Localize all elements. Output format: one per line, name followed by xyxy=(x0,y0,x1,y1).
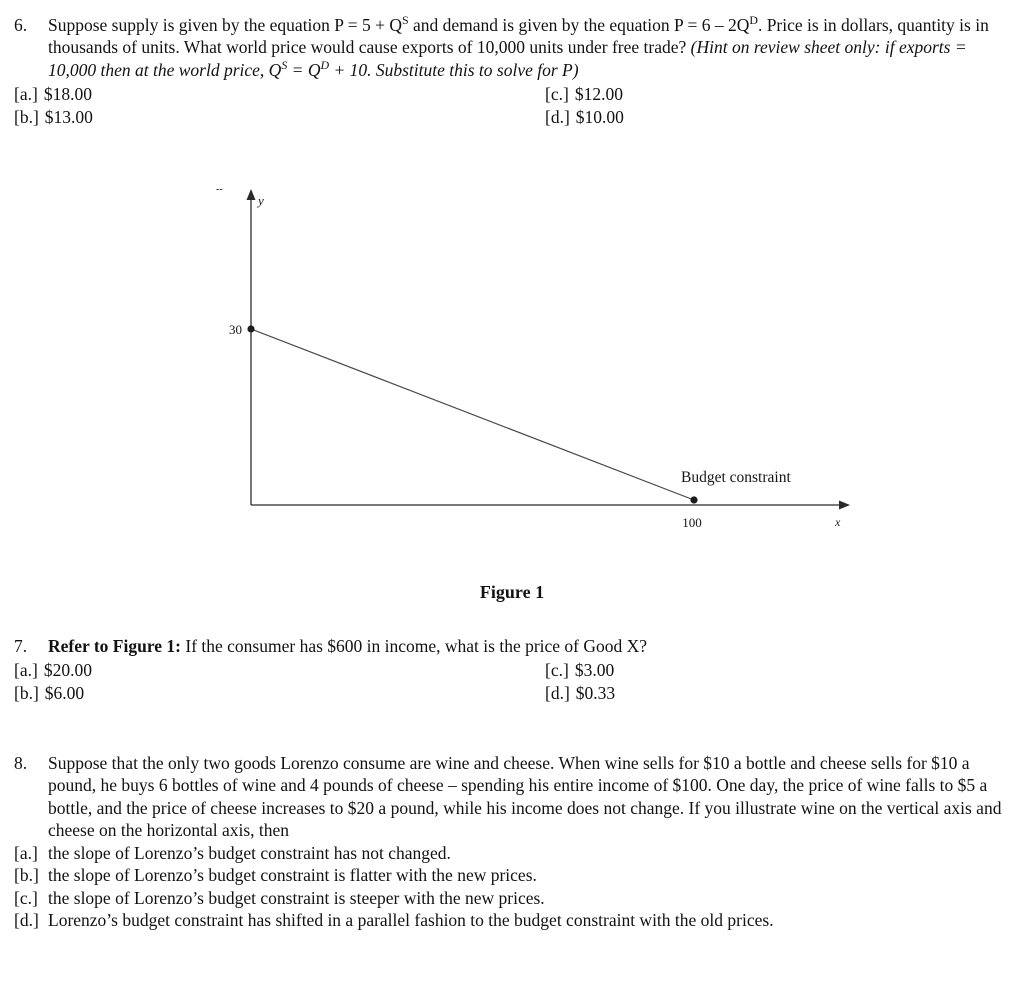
option-label: [a.] xyxy=(14,84,38,105)
question-text: Suppose that the only two goods Lorenzo consume are wine and cheese. When wine sells for $10 a bottle and cheese sells for $10 a pound, he buys 6 bottles of wine and 4 pounds of cheese – spending his entire income of $100. One day, the price of wine falls to $5 a bottle, and the price of cheese increases to $20 a pound, while his income does not change. If you illustrate wine on the vertical axis and cheese on the horizontal axis, then xyxy=(48,753,1002,841)
figure-artifact: -- xyxy=(216,184,223,196)
superscript: S xyxy=(281,58,288,73)
hint-segment: (Hint on review sheet only: if exports = 10,000 then at the world price, Q xyxy=(48,37,967,80)
question-text xyxy=(48,14,1010,81)
option-label: [a.] xyxy=(14,842,38,863)
option-label: [c.] xyxy=(545,84,569,105)
option-c xyxy=(545,659,1010,681)
question-8 xyxy=(14,752,1010,842)
y-intercept-label: 30 xyxy=(229,322,242,338)
option-label: [b.] xyxy=(14,865,39,886)
x-intercept-label: 100 xyxy=(682,515,702,531)
text-segment: . Price is in dollars, quantity is in thousands of units. What world price would cause exports of 10,000 units under free trade? xyxy=(48,15,989,58)
option-label: [d.] xyxy=(545,682,570,703)
text-segment: If the consumer has $600 in income, what is the price of Good X? xyxy=(181,635,648,656)
figure-caption: Figure 1 xyxy=(479,582,545,603)
option-label: [b.] xyxy=(14,682,39,703)
superscript: D xyxy=(749,13,758,28)
budget-constraint-line xyxy=(251,329,694,500)
option-value: $20.00 xyxy=(43,660,92,681)
x-intercept-point xyxy=(690,497,697,504)
option-b xyxy=(14,864,1010,886)
question-8-options xyxy=(14,842,1010,932)
x-axis-label: x xyxy=(835,515,841,530)
option-value: $18.00 xyxy=(43,84,92,105)
option-value: $12.00 xyxy=(574,84,623,105)
hint-segment: = Q xyxy=(287,59,321,80)
option-value: the slope of Lorenzo’s budget constraint is flatter with the new prices. xyxy=(48,865,537,886)
budget-constraint-chart xyxy=(14,177,1024,537)
option-c xyxy=(545,83,1010,105)
budget-constraint-label: Budget constraint xyxy=(681,469,791,487)
refer-to-figure-lead: Refer to Figure 1: xyxy=(48,635,181,656)
superscript: D xyxy=(320,58,330,73)
superscript: S xyxy=(402,13,409,28)
option-b xyxy=(14,682,545,704)
option-label: [c.] xyxy=(545,660,569,681)
option-value: Lorenzo’s budget constraint has shifted in a parallel fashion to the budget constraint with the old prices. xyxy=(48,910,774,931)
question-number: 8. xyxy=(14,753,28,773)
option-value: $10.00 xyxy=(575,106,624,127)
question-6 xyxy=(14,14,1010,81)
y-axis-arrow-icon xyxy=(247,189,256,200)
x-axis-arrow-icon xyxy=(839,501,850,510)
question-number: 6. xyxy=(14,15,28,35)
question-number: 7. xyxy=(14,635,28,656)
figure-1 xyxy=(14,177,1010,537)
option-a xyxy=(14,83,545,105)
option-value: $0.33 xyxy=(575,682,616,703)
option-label: [d.] xyxy=(14,910,39,931)
hint-segment: + 10. Substitute this to solve for P) xyxy=(329,59,579,80)
option-label: [c.] xyxy=(14,887,38,908)
option-value: $13.00 xyxy=(44,106,93,127)
question-7 xyxy=(14,635,1010,657)
option-d xyxy=(545,682,1010,704)
option-label: [b.] xyxy=(14,106,39,127)
option-b xyxy=(14,106,545,128)
option-d xyxy=(545,106,1010,128)
option-value: $6.00 xyxy=(44,682,85,703)
question-text xyxy=(48,635,1010,657)
question-6-options xyxy=(14,83,1010,128)
option-c xyxy=(14,887,1010,909)
option-label: [d.] xyxy=(545,106,570,127)
option-value: $3.00 xyxy=(574,660,615,681)
text-segment: and demand is given by the equation P = 6 – 2Q xyxy=(408,15,750,35)
option-a xyxy=(14,842,1010,864)
option-value: the slope of Lorenzo’s budget constraint has not changed. xyxy=(48,842,451,863)
option-label: [a.] xyxy=(14,660,38,681)
option-value: the slope of Lorenzo’s budget constraint is steeper with the new prices. xyxy=(48,887,545,908)
option-d xyxy=(14,909,1010,931)
question-7-options xyxy=(14,659,1010,704)
y-intercept-point xyxy=(247,326,254,333)
text-segment: Suppose supply is given by the equation P = 5 + Q xyxy=(48,15,403,35)
y-axis-label: y xyxy=(258,193,264,209)
option-a xyxy=(14,659,545,681)
